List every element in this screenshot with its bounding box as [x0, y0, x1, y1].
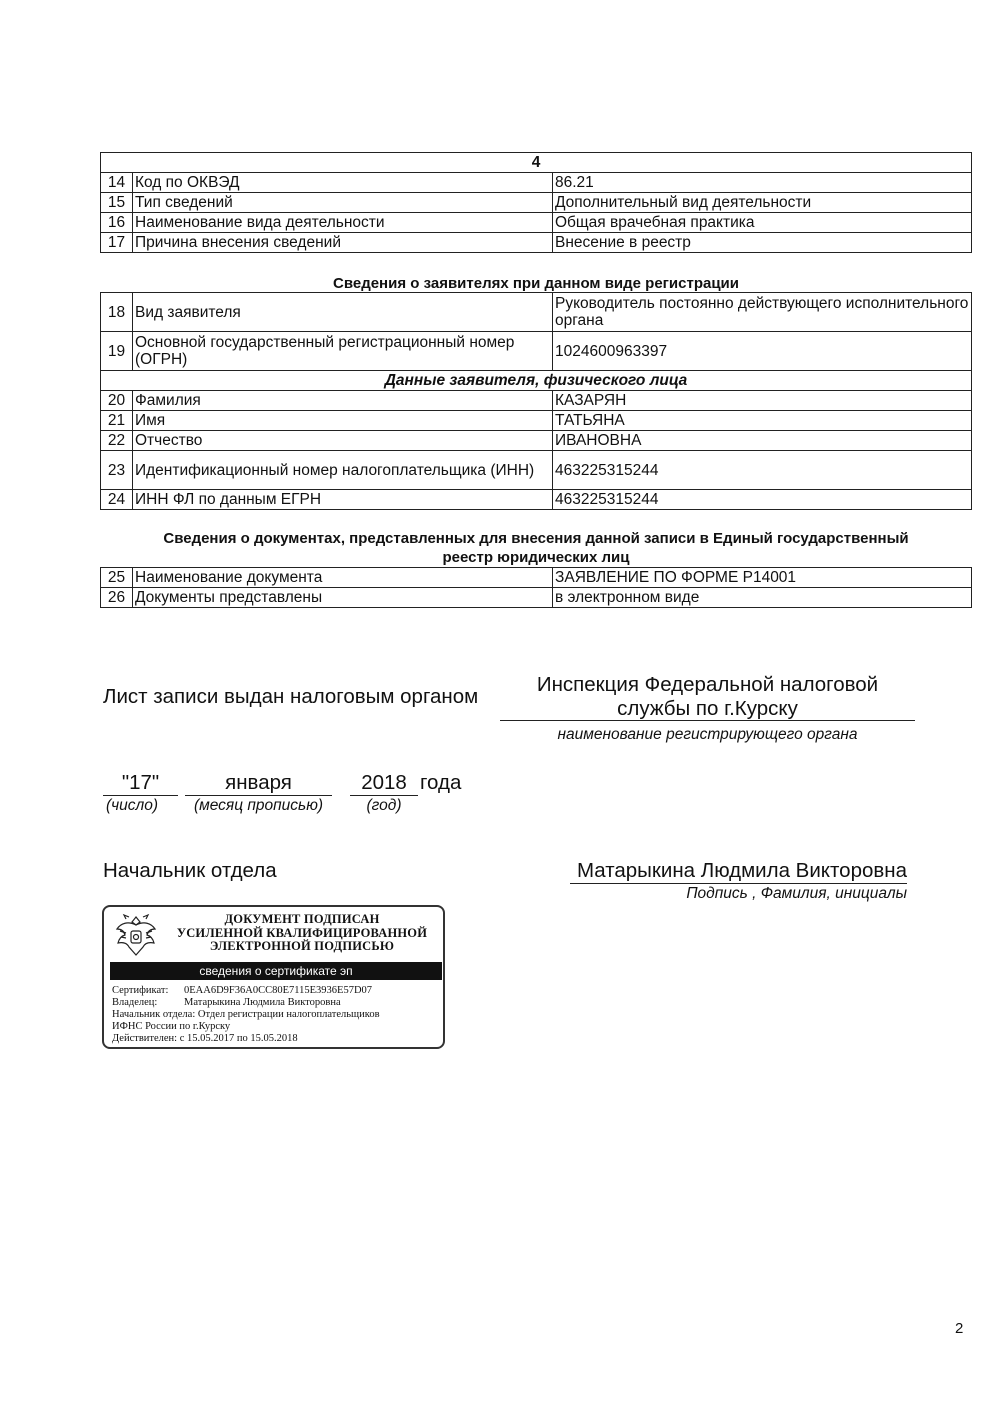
row-value: Общая врачебная практика — [553, 213, 972, 233]
row-value: 463225315244 — [553, 490, 972, 510]
row-value: 463225315244 — [553, 451, 972, 490]
date-month: января — [225, 771, 292, 794]
row-value: в электронном виде — [553, 588, 972, 608]
row-number: 24 — [101, 490, 133, 510]
row-value: Руководитель постоянно действующего исполнительного органа — [553, 293, 972, 332]
row-number: 22 — [101, 431, 133, 451]
signer-underline — [570, 883, 907, 884]
table-row — [101, 193, 972, 213]
row-label: Имя — [133, 411, 553, 431]
table-row — [101, 233, 972, 253]
table-header-number: 4 — [101, 153, 972, 173]
row-label: Наименование документа — [133, 568, 553, 588]
row-number: 20 — [101, 391, 133, 411]
month-caption: (месяц прописью) — [193, 797, 324, 814]
certificate-info-bar: сведения о сертификате эп — [110, 962, 442, 980]
date-year-suffix: года — [420, 771, 462, 794]
row-number: 15 — [101, 193, 133, 213]
row-number: 19 — [101, 332, 133, 371]
registering-organ-line2: службы по г.Курску — [617, 697, 798, 720]
row-number: 25 — [101, 568, 133, 588]
row-number: 17 — [101, 233, 133, 253]
row-number: 18 — [101, 293, 133, 332]
owner-line — [112, 997, 341, 1008]
documents-section-title-line1: Сведения о документах, представленных для внесения данной записи в Единый государственный — [163, 530, 909, 547]
table-row — [101, 411, 972, 431]
row-value: ТАТЬЯНА — [553, 411, 972, 431]
row-number: 16 — [101, 213, 133, 233]
coat-of-arms-icon — [112, 911, 160, 959]
applicants-table — [100, 292, 972, 510]
issued-by-label: Лист записи выдан налоговым органом — [103, 685, 479, 708]
row-label: Код по ОКВЭД — [133, 173, 553, 193]
table-row — [101, 391, 972, 411]
electronic-signature-stamp — [102, 905, 445, 1049]
documents-section-title-line2: реестр юридических лиц — [442, 549, 630, 566]
table-row — [101, 490, 972, 510]
signer-name: Матарыкина Людмила Викторовна — [576, 859, 907, 882]
date-year: 2018 — [361, 771, 407, 794]
row-number: 23 — [101, 451, 133, 490]
organ-underline — [500, 720, 915, 721]
owner-label: Владелец: — [112, 997, 158, 1008]
applicants-section-title: Сведения о заявителях при данном виде регистрации — [333, 275, 739, 292]
row-number: 14 — [101, 173, 133, 193]
row-value: Дополнительный вид деятельности — [553, 193, 972, 213]
year-underline — [350, 795, 418, 796]
stamp-title-line2: УСИЛЕННОЙ КВАЛИФИЦИРОВАННОЙ — [176, 925, 428, 940]
row-number: 21 — [101, 411, 133, 431]
table-row — [101, 588, 972, 608]
date-day: "17" — [121, 771, 160, 794]
row-label: Отчество — [133, 431, 553, 451]
row-label: Основной государственный регистрационный номер (ОГРН) — [133, 332, 553, 371]
table-row — [101, 332, 972, 371]
organ-caption: наименование регистрирующего органа — [557, 726, 858, 743]
certificate-line — [112, 985, 372, 996]
row-value: ЗАЯВЛЕНИЕ ПО ФОРМЕ Р14001 — [553, 568, 972, 588]
row-value: Внесение в реестр — [553, 233, 972, 253]
registering-organ-line1: Инспекция Федеральной налоговой — [536, 673, 879, 696]
documents-table — [100, 567, 972, 608]
row-label: Идентификационный номер налогоплательщика (ИНН) — [133, 451, 553, 490]
table-row — [101, 213, 972, 233]
stamp-title-line1: ДОКУМЕНТ ПОДПИСАН — [224, 912, 380, 926]
organization-line: ИФНС России по г.Курску — [112, 1021, 231, 1032]
row-label: Тип сведений — [133, 193, 553, 213]
row-value: ИВАНОВНА — [553, 431, 972, 451]
owner-value: Матарыкина Людмила Викторовна — [184, 997, 341, 1008]
row-value: 1024600963397 — [553, 332, 972, 371]
table-row — [101, 293, 972, 332]
row-label: Вид заявителя — [133, 293, 553, 332]
validity-line: Действителен: с 15.05.2017 по 15.05.2018 — [112, 1033, 298, 1044]
year-caption: (год) — [366, 797, 402, 814]
stamp-title-line3: ЭЛЕКТРОННОЙ ПОДПИСЬЮ — [209, 939, 395, 953]
table-row — [101, 173, 972, 193]
applicant-subheader: Данные заявителя, физического лица — [101, 371, 972, 391]
position-line: Начальник отдела: Отдел регистрации налогоплательщиков — [112, 1009, 380, 1020]
row-value: КАЗАРЯН — [553, 391, 972, 411]
activity-table — [100, 152, 972, 253]
signer-caption: Подпись , Фамилия, инициалы — [686, 885, 907, 902]
row-label: Документы представлены — [133, 588, 553, 608]
month-underline — [185, 795, 332, 796]
row-number: 26 — [101, 588, 133, 608]
day-underline — [103, 795, 178, 796]
row-label: ИНН ФЛ по данным ЕГРН — [133, 490, 553, 510]
page-number: 2 — [955, 1320, 964, 1337]
row-value: 86.21 — [553, 173, 972, 193]
row-label: Наименование вида деятельности — [133, 213, 553, 233]
table-row — [101, 451, 972, 490]
day-caption: (число) — [105, 797, 159, 814]
table-row — [101, 431, 972, 451]
table-row — [101, 568, 972, 588]
certificate-value: 0EAA6D9F36A0CC80E7115E3936E57D07 — [184, 985, 373, 996]
certificate-label: Сертификат: — [112, 985, 169, 996]
row-label: Фамилия — [133, 391, 553, 411]
signer-position: Начальник отдела — [103, 859, 277, 882]
row-label: Причина внесения сведений — [133, 233, 553, 253]
